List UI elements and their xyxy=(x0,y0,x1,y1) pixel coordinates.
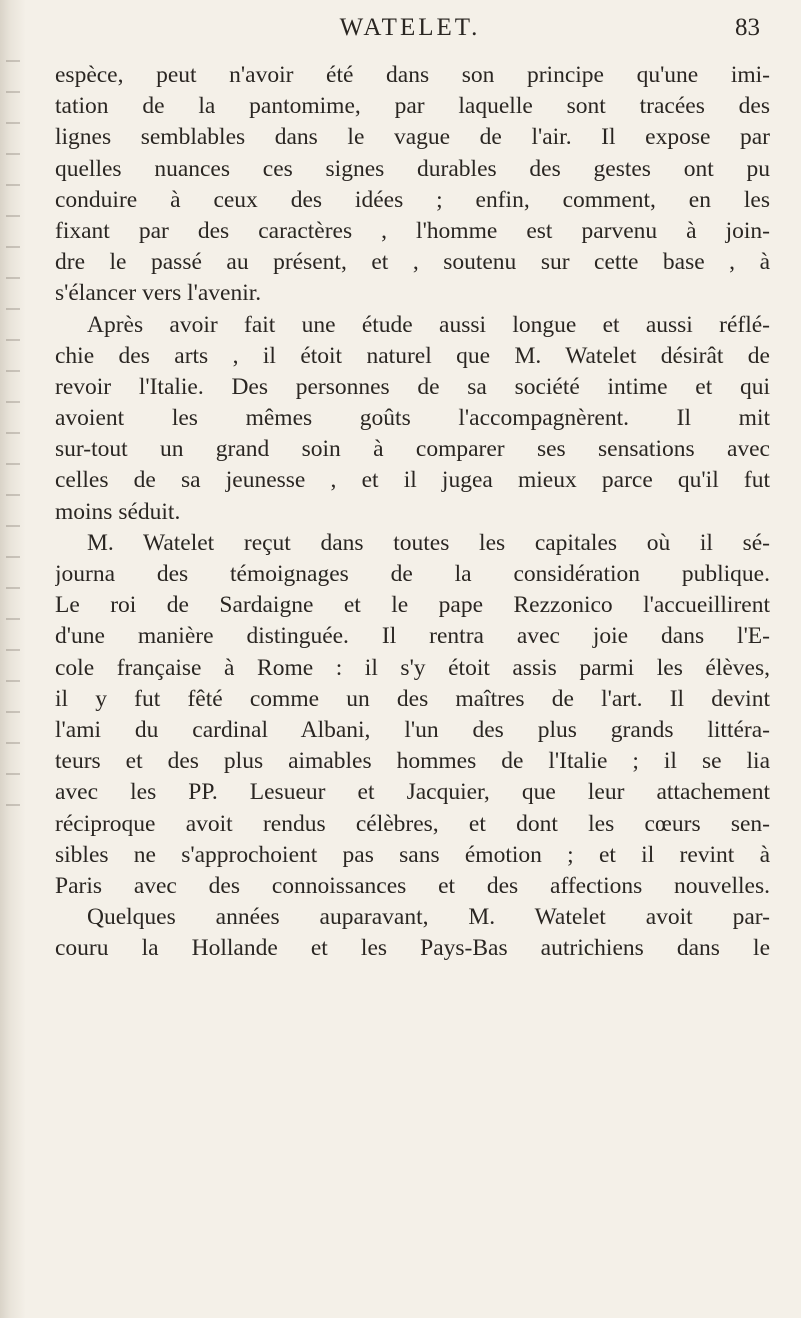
text-line: l'ami du cardinal Albani, l'un des plus grands littéra- xyxy=(55,716,770,743)
text-line: Après avoir fait une étude aussi longue et aussi réflé- xyxy=(87,311,770,338)
text-line: cole française à Rome : il s'y étoit assis parmi les élèves, xyxy=(55,654,770,681)
text-line: Le roi de Sardaigne et le pape Rezzonico l'accueillirent xyxy=(55,592,770,619)
text-line: conduire à ceux des idées ; enfin, comment, en les xyxy=(55,186,770,213)
text-line: tation de la pantomime, par laquelle sont tracées des xyxy=(55,93,770,120)
text-line: d'une manière distinguée. Il rentra avec joie dans l'E- xyxy=(55,623,770,650)
text-line: avoient les mêmes goûts l'accompagnèrent. Il mit xyxy=(55,405,770,432)
running-head xyxy=(60,14,760,54)
text-line: teurs et des plus aimables hommes de l'Italie ; il se lia xyxy=(55,748,770,775)
text-line: quelles nuances ces signes durables des gestes ont pu xyxy=(55,155,770,182)
text-line: sibles ne s'approchoient pas sans émotion ; et il revint à xyxy=(55,841,770,868)
text-line: espèce, peut n'avoir été dans son principe qu'une imi- xyxy=(55,62,770,88)
running-title: WATELET. xyxy=(339,14,481,41)
text-line: revoir l'Italie. Des personnes de sa société intime et qui xyxy=(55,373,770,400)
binding-gutter xyxy=(0,0,26,1318)
text-line: Quelques années auparavant, M. Watelet avoit par- xyxy=(87,904,770,931)
gutter-marks xyxy=(6,60,20,820)
text-line: réciproque avoit rendus célèbres, et dont les cœurs sen- xyxy=(55,810,770,837)
text-line: moins séduit. xyxy=(55,498,181,525)
text-line: avec les PP. Lesueur et Jacquier, que leur attachement xyxy=(55,779,770,806)
text-line: M. Watelet reçut dans toutes les capitales où il sé- xyxy=(87,529,770,556)
text-line: Paris avec des connoissances et des affections nouvelles. xyxy=(55,872,770,899)
text-line: celles de sa jeunesse , et il jugea mieux parce qu'il fut xyxy=(55,467,770,494)
body-text xyxy=(55,60,770,964)
text-line: lignes semblables dans le vague de l'air. Il expose par xyxy=(55,124,770,151)
text-line: fixant par des caractères , l'homme est parvenu à join- xyxy=(55,217,770,244)
text-line: journa des témoignages de la considération publique. xyxy=(55,561,770,587)
text-line: sur-tout un grand soin à comparer ses sensations avec xyxy=(55,436,770,463)
text-line: s'élancer vers l'avenir. xyxy=(55,280,262,307)
text-line: il y fut fêté comme un des maîtres de l'art. Il devint xyxy=(55,685,770,712)
text-line: chie des arts , il étoit naturel que M. Watelet désirât de xyxy=(55,342,770,369)
text-line: couru la Hollande et les Pays-Bas autrichiens dans le xyxy=(55,935,770,962)
text-line: dre le passé au présent, et , soutenu sur cette base , à xyxy=(55,249,770,276)
page-number: 83 xyxy=(735,14,760,41)
